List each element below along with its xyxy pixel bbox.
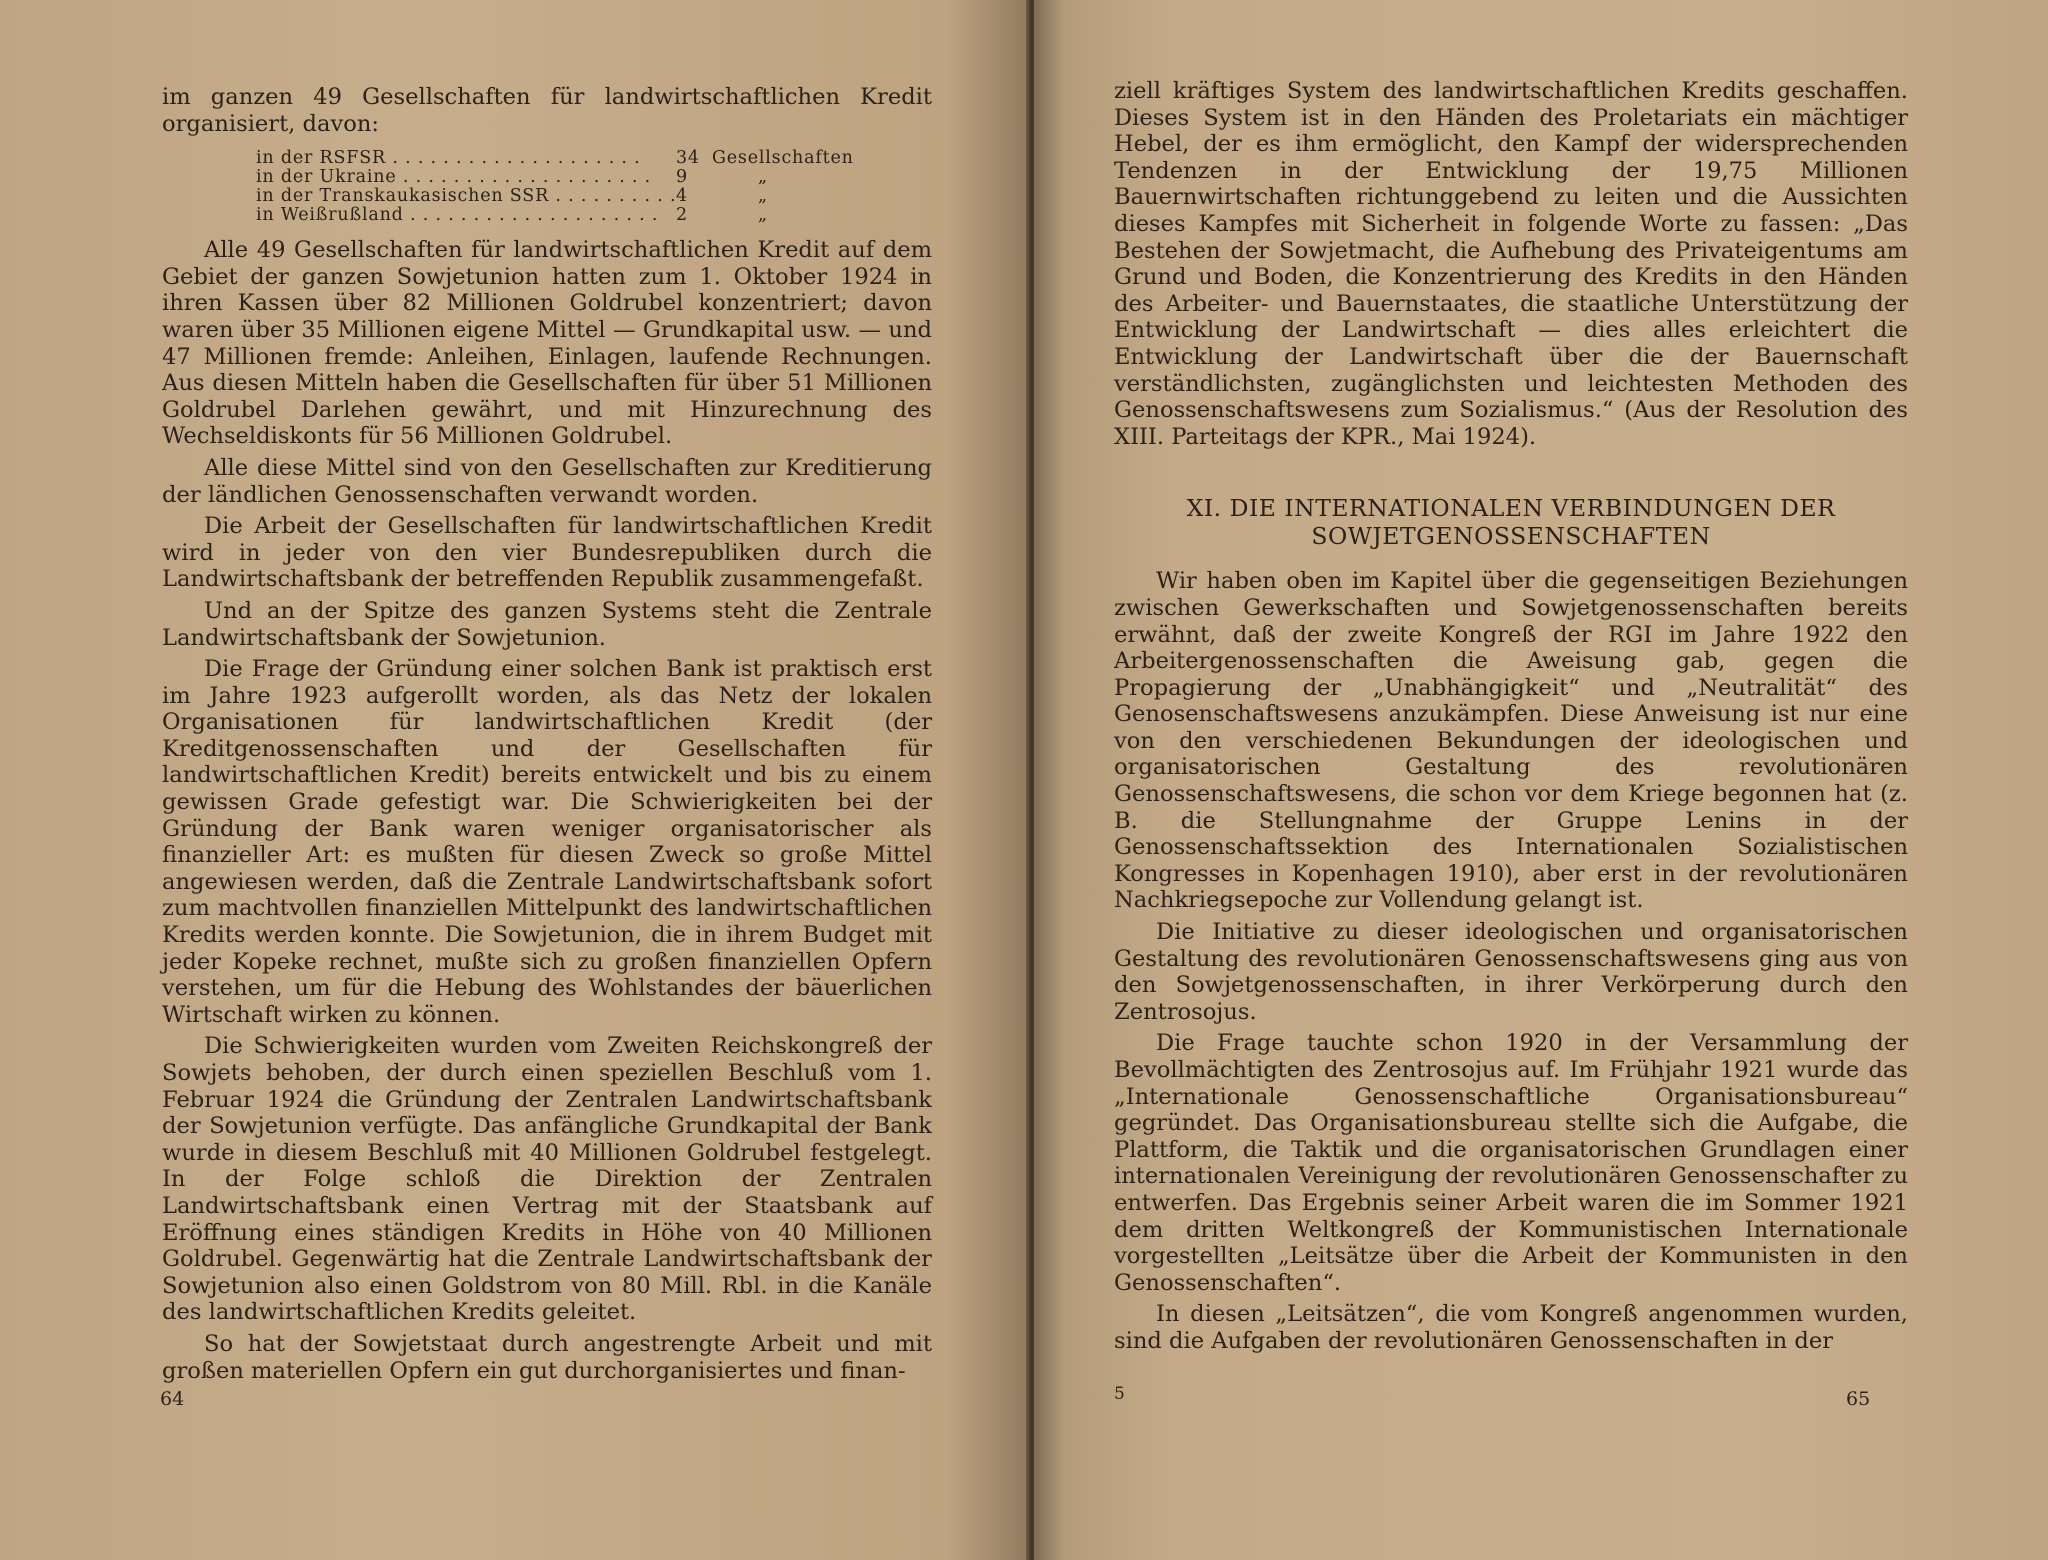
stat-row — [256, 206, 932, 225]
stat-count: 4 — [676, 186, 688, 207]
stat-unit: „ — [758, 205, 768, 226]
paragraph: Die Frage der Gründung einer solchen Bank ist praktisch erst im Jahre 1923 aufgerollt worden, als das Netz der lokalen Organisationen für landwirtschaftlichen Kredit (der Kreditgenossenschaften und der Gesellschaften für landwirtschaftlichen Kredit) bereits entwickelt und bis zu einem gewissen Grade gefestigt war. Die Schwierigkeiten bei der Gründung der Bank waren weniger organisatorischer als finanzieller Art: es mußten für diesen Zweck so große Mittel angewiesen werden, daß die Zentrale Landwirtschaftsbank sofort zum machtvollen finanziellen Mittelpunkt des landwirtschaftlichen Kredits werden konnte. Die Sowjetunion, die in ihrem Budget mit jeder Kopeke rechnet, mußte sich zu großen finanziellen Opfern verstehen, um für die Hebung des Wohlstandes der bäuerlichen Wirtschaft wirken zu können. — [162, 656, 932, 1028]
paragraph: Alle 49 Gesellschaften für landwirtschaftlichen Kredit auf dem Gebiet der ganzen Sowjetunion hatten zum 1. Oktober 1924 in ihren Kassen über 82 Millionen Goldrubel konzentriert; davon waren über 35 Millionen eigene Mittel — Grundkapital usw. — und 47 Millionen fremde: Anleihen, Einlagen, laufende Rechnungen. Aus diesen Mitteln haben die Gesellschaften für über 51 Millionen Goldrubel Darlehen gewährt, und mit Hinzurechnung des Wechseldiskonts für 56 Millionen Goldrubel. — [162, 237, 932, 450]
stat-region: in der Ukraine . . . — [256, 168, 676, 187]
stat-region: in der RSFSR . . . — [256, 149, 676, 168]
stat-unit: „ — [758, 186, 768, 207]
stat-region: in der Transkaukasischen SSR . . . — [256, 187, 676, 206]
paragraph: So hat der Sowjetstaat durch angestrengte Arbeit und mit großen materiellen Opfern ein gut durchorganisiertes und finan- — [162, 1330, 932, 1384]
paragraph: Und an der Spitze des ganzen Systems steht die Zentrale Landwirtschaftsbank der Sowjetunion. — [162, 597, 932, 651]
right-page-text — [1114, 78, 1908, 1355]
paragraph: Die Arbeit der Gesellschaften für landwirtschaftlichen Kredit wird in jeder von den vier Bundesrepubliken durch die Landwirtschaftsbank der betreffenden Republik zusammengefaßt. — [162, 513, 932, 593]
paragraph: Die Initiative zu dieser ideologischen und organisatorischen Gestaltung des revolutionären Genossenschaftswesens ging aus von den Sowjetgenossenschaften, in ihrer Verkörperung durch den Zentrosojus. — [1114, 919, 1908, 1025]
intro-line: im ganzen 49 Gesellschaften für landwirtschaftlichen Kredit organisiert, davon: — [162, 84, 932, 137]
chapter-title — [1114, 494, 1908, 550]
page-number-right: 65 — [1846, 1388, 1871, 1410]
stat-count: 34 — [676, 148, 700, 169]
paragraph: Die Schwierigkeiten wurden vom Zweiten Reichskongreß der Sowjets behoben, der durch einen speziellen Beschluß vom 1. Februar 1924 die Gründung der Zentralen Landwirtschaftsbank der Sowjetunion verfügte. Das anfängliche Grundkapital der Bank wurde in diesem Beschluß mit 40 Millionen Goldrubel festgelegt. In der Folge schloß die Direktion der Zentralen Landwirtschaftsbank einen Vertrag mit der Staatsbank auf Eröffnung eines ständigen Kredits in Höhe von 40 Millionen Goldrubel. Gegenwärtig hat die Zentrale Landwirtschaftsbank der Sowjetunion also einen Goldstrom von 80 Mill. Rbl. in die Kanäle des landwirtschaftlichen Kredits geleitet. — [162, 1033, 932, 1326]
opening-paragraph: ziell kräftiges System des landwirtschaftlichen Kredits geschaffen. Dieses System ist in den Händen des Proletariats ein mächtiger Hebel, der es ihm ermöglicht, den Kampf der widersprechenden Tendenzen in der Entwicklung der 19,75 Millionen Bauernwirtschaften richtunggebend zu leiten und die Aussichten dieses Kampfes mit Sicherheit in folgende Worte zu fassen: „Das Bestehen der Sowjetmacht, die Aufhebung des Privateigentums am Grund und Boden, die Konzentrierung des Kredits in den Händen des Arbeiter- und Bauernstaates, die staatliche Unterstützung der Entwicklung der Landwirtschaft — dies alles erleichtert die Entwicklung der Landwirtschaft über die der Bauernschaft verständlichsten, zugänglichsten und leichtesten Methoden des Genossenschaftswesens zum Sozialismus.“ (Aus der Resolution des XIII. Parteitags der KPR., Mai 1924). — [1114, 78, 1908, 450]
paragraph: Wir haben oben im Kapitel über die gegenseitigen Beziehungen zwischen Gewerkschaften und Sowjetgenossenschaften bereits erwähnt, daß der zweite Kongreß der RGI im Jahre 1922 den Arbeitergenossenschaften die Aweisung gab, gegen die Propagierung der „Unabhängigkeit“ und „Neutralität“ des Genosenschaftswesens anzukämpfen. Diese Anweisung ist nur eine von den verschiedenen Bekundungen der ideologischen und organisatorischen Gestaltung des revolutionären Genossenschaftswesens, die schon vor dem Kriege begonnen hat (z. B. die Stellungnahme der Gruppe Lenins in der Genossenschaftssektion des Internationalen Sozialistischen Kongresses in Kopenhagen 1910), aber erst in der revolutionären Nachkriegsepoche zur Vollendung gelangt ist. — [1114, 568, 1908, 914]
paragraph: In diesen „Leitsätzen“, die vom Kongreß angenommen wurden, sind die Aufgaben der revolutionären Genossenschaften in der — [1114, 1301, 1908, 1354]
paragraph: Die Frage tauchte schon 1920 in der Versammlung der Bevollmächtigten des Zentrosojus auf. Im Frühjahr 1921 wurde das „Internationale Genossenschaftliche Organisationsbureau“ gegründet. Das Organisationsbureau stellte sich die Aufgabe, die Plattform, die Taktik und die organisatorischen Grundlagen einer internationalen Vereinigung der revolutionären Genossenschafter zu entwerfen. Das Ergebnis seiner Arbeit waren die im Sommer 1921 dem dritten Weltkongreß der Kommunistischen Internationale vorgestellten „Leitsätze über die Arbeit der Kommunisten in den Genossenschaften“. — [1114, 1030, 1908, 1296]
stat-count: 2 — [676, 205, 688, 226]
stat-unit: Gesellschaften — [712, 148, 854, 169]
chapter-title-line: XI. DIE INTERNATIONALEN VERBINDUNGEN DER — [1186, 494, 1836, 523]
stat-row — [256, 149, 932, 168]
paragraph: Alle diese Mittel sind von den Gesellschaften zur Kreditierung der ländlichen Genossenschaften verwandt worden. — [162, 454, 932, 508]
chapter-title-line: SOWJETGENOSSENSCHAFTEN — [1311, 522, 1711, 551]
society-count-table — [256, 149, 932, 225]
stat-region: in Weißrußland . . . — [256, 206, 676, 225]
signature-mark: 5 — [1114, 1384, 1125, 1404]
left-page-text — [162, 84, 932, 1384]
stat-count: 9 — [676, 167, 688, 188]
stat-unit: „ — [758, 167, 768, 188]
page-number-left: 64 — [160, 1388, 185, 1410]
right-page — [1034, 0, 2048, 1560]
stat-row — [256, 187, 932, 206]
stat-row — [256, 168, 932, 187]
